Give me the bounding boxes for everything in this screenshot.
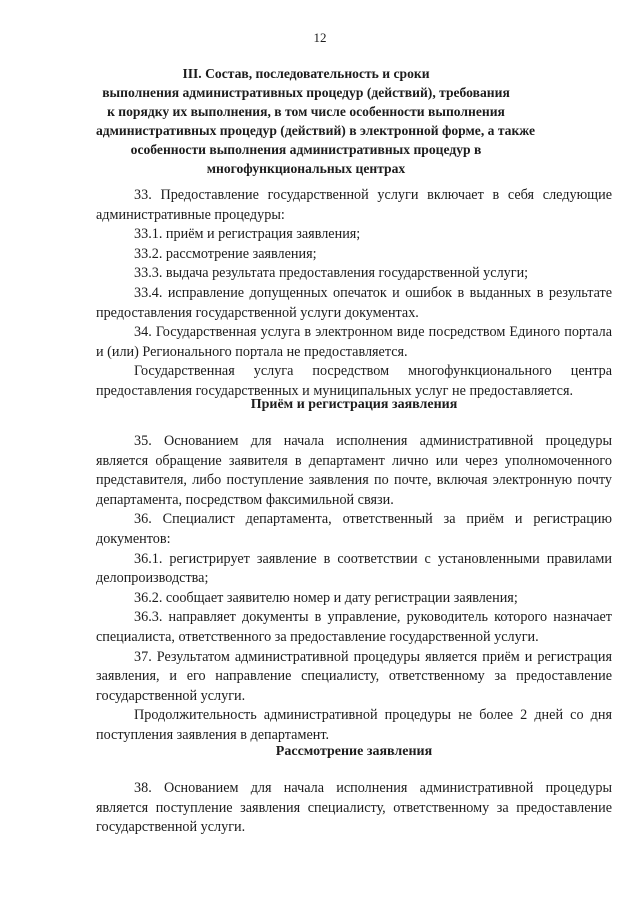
heading-line: выполнения административных процедур (действий), требования xyxy=(102,85,510,100)
paragraph: 34. Государственная услуга в электронном виде посредством Единого портала и (или) Регионального портала не предоставляется. xyxy=(96,324,612,360)
paragraph: Продолжительность административной процедуры не более 2 дней со дня поступления заявления в департамент. xyxy=(96,707,612,743)
heading-line: многофункциональных центрах xyxy=(206,161,406,176)
subheading-reception: Приём и регистрация заявления xyxy=(250,397,458,412)
paragraph: 36.3. направляет документы в управление, руководитель которого назначает специалиста, ответственного за предоставление государственной услуги. xyxy=(96,609,612,645)
paragraph: 33.2. рассмотрение заявления; xyxy=(134,245,317,262)
paragraph: 37. Результатом административной процедуры является приём и регистрация заявления, и его направление специалисту, ответственному за предоставление государственной услуги. xyxy=(96,648,612,704)
heading-line: особенности выполнения административных процедур в xyxy=(130,142,482,157)
section-consideration xyxy=(96,779,612,838)
paragraph: 33.3. выдача результата предоставления государственной услуги; xyxy=(134,265,529,282)
heading-line: III. Состав, последовательность и сроки xyxy=(182,66,430,81)
paragraph: 36.2. сообщает заявителю номер и дату регистрации заявления; xyxy=(134,589,518,606)
paragraph: 35. Основанием для начала исполнения административной процедуры является обращение заявителя в департамент лично или через уполномоченного представителя, либо поступление заявления по почте, включая электронную почту департамента, посредством факсимильной связи. xyxy=(96,433,612,508)
section-reception xyxy=(96,432,612,746)
page-number: 12 xyxy=(313,30,327,45)
paragraph: 36. Специалист департамента, ответственный за приём и регистрацию документов: xyxy=(96,511,612,547)
subheading-consideration: Рассмотрение заявления xyxy=(275,744,433,759)
paragraph: 33. Предоставление государственной услуги включает в себя следующие административные процедуры: xyxy=(96,187,612,223)
paragraph: Государственная услуга посредством многофункционального центра предоставления государственных и муниципальных услуг не предоставляется. xyxy=(96,363,612,399)
section-heading xyxy=(96,64,536,178)
paragraph: 38. Основанием для начала исполнения административной процедуры является поступление заявления специалисту, ответственному за предоставление государственной услуги. xyxy=(96,780,612,836)
paragraph: 33.1. приём и регистрация заявления; xyxy=(134,226,361,243)
heading-line: к порядку их выполнения, в том числе особенности выполнения xyxy=(107,104,505,119)
paragraph: 33.4. исправление допущенных опечаток и ошибок в выданных в результате предоставления государственной услуги документах. xyxy=(96,284,612,321)
paragraph: 36.1. регистрирует заявление в соответствии с установленными правилами делопроизводства; xyxy=(96,550,612,587)
section-procedures xyxy=(96,186,612,402)
heading-line: административных процедур (действий) в электронной форме, а также xyxy=(96,123,536,138)
